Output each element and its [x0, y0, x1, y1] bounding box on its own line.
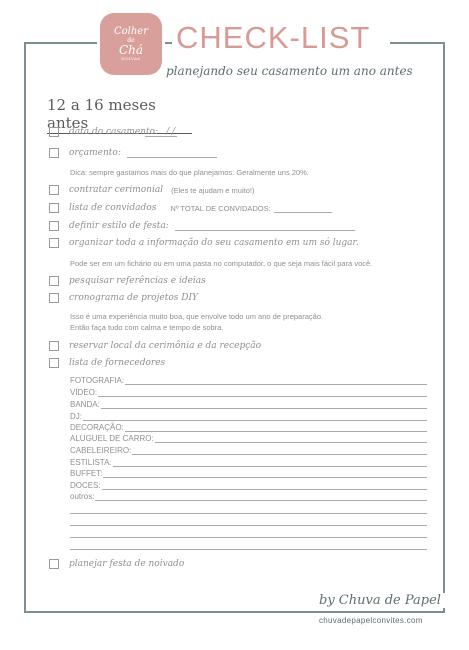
- checkbox[interactable]: [49, 221, 59, 231]
- checklist-item-references: [49, 276, 206, 286]
- item-label: contratar cerimonial: [69, 185, 164, 195]
- vendor-label: outros:: [70, 492, 95, 501]
- blank-line[interactable]: [70, 549, 427, 550]
- checkbox[interactable]: [49, 238, 59, 248]
- guest-total-line: [274, 203, 332, 213]
- party-style-line: [175, 221, 355, 231]
- budget-line: [127, 148, 217, 158]
- vendor-row: [70, 492, 427, 501]
- logo-badge: [97, 10, 165, 78]
- checkbox[interactable]: [49, 185, 59, 195]
- blank-line[interactable]: [70, 537, 427, 538]
- logo-line-4: NOIVAS: [121, 55, 141, 61]
- vendor-label: ALUGUEL DE CARRO:: [70, 434, 154, 443]
- checkbox[interactable]: [49, 127, 59, 137]
- checklist-item-organize: [49, 238, 359, 248]
- vendor-label: DECORAÇÃO:: [70, 423, 124, 432]
- vendor-label: FOTOGRAFIA:: [70, 376, 125, 385]
- checkbox[interactable]: [49, 358, 59, 368]
- checkbox[interactable]: [49, 276, 59, 286]
- logo-line-1: Colher: [113, 26, 148, 38]
- checklist-item-vendors: [49, 358, 165, 368]
- vendor-line[interactable]: [155, 434, 427, 443]
- item-extra: (Eles te ajudam e muito!): [171, 185, 255, 195]
- item-label: pesquisar referências e ideias: [69, 276, 206, 286]
- vendor-row: [70, 400, 427, 409]
- vendor-line[interactable]: [83, 412, 427, 421]
- vendor-row: [70, 388, 427, 397]
- checklist-item-ceremonial: [49, 185, 254, 195]
- vendor-row: [70, 481, 427, 490]
- vendor-label: BUFFET:: [70, 469, 103, 478]
- vendor-line[interactable]: [113, 458, 427, 467]
- vendor-label: DJ:: [70, 412, 82, 421]
- checkbox[interactable]: [49, 203, 59, 213]
- date-slashes: / /: [166, 127, 176, 137]
- vendor-label: VÍDEO:: [70, 388, 98, 397]
- item-label: cronograma de projetos DIY: [69, 293, 198, 303]
- blank-line[interactable]: [70, 513, 427, 514]
- vendor-label: CABELEIREIRO:: [70, 446, 132, 455]
- checklist-item-party-style: [49, 221, 355, 231]
- checklist-item-venue: [49, 341, 261, 351]
- note-tip: Dica: sempre gastamos mais do que planejamos. Geralmente uns 20%.: [70, 168, 309, 177]
- vendor-line[interactable]: [98, 388, 427, 397]
- checkbox[interactable]: [49, 559, 59, 569]
- vendor-line[interactable]: [125, 376, 427, 385]
- item-label: planejar festa de noivado: [69, 559, 185, 569]
- checklist-item-wedding-date: [49, 127, 177, 137]
- date-line: [145, 127, 177, 137]
- vendor-line[interactable]: [95, 492, 427, 501]
- footer-url: chuvadepapelconvites.com: [319, 616, 423, 625]
- checklist-item-budget: [49, 148, 217, 158]
- section-title: 12 a 16 meses antes: [47, 96, 192, 134]
- checklist-item-diy: [49, 293, 198, 303]
- vendor-line[interactable]: [101, 400, 427, 409]
- checklist-item-engagement-party: [49, 559, 184, 569]
- item-label: data do casamento:: [69, 127, 159, 137]
- vendor-label: BANDA:: [70, 400, 100, 409]
- guest-total-label: Nº TOTAL DE CONVIDADOS:: [170, 203, 271, 213]
- vendor-line[interactable]: [132, 446, 427, 455]
- item-label: lista de convidados: [69, 203, 157, 213]
- vendor-row: [70, 446, 427, 455]
- item-label: definir estilo de festa:: [69, 221, 169, 231]
- logo-line-2: de: [127, 36, 135, 44]
- vendor-row: [70, 376, 427, 385]
- vendor-row: [70, 423, 427, 432]
- item-label: organizar toda a informação do seu casamento em um só lugar.: [69, 238, 359, 248]
- note-binder: Pode ser em um fichário ou em uma pasta no computador, o que seja mais fácil para você.: [70, 259, 373, 268]
- footer-brand: by Chuva de Papel: [314, 593, 446, 608]
- item-label: lista de fornecedores: [69, 358, 166, 368]
- vendor-row: [70, 469, 427, 478]
- page-title: CHECK-LIST: [172, 20, 390, 56]
- checkbox[interactable]: [49, 293, 59, 303]
- page-subtitle: planejando seu casamento um ano antes: [166, 64, 413, 78]
- vendor-row: [70, 434, 427, 443]
- item-label: reservar local da cerimônia e da recepção: [69, 341, 262, 351]
- checklist-item-guest-list: [49, 203, 332, 213]
- note-calm: Então faça tudo com calma e tempo de sobra.: [70, 323, 224, 332]
- vendor-line[interactable]: [103, 469, 427, 478]
- item-label: orçamento:: [69, 148, 121, 158]
- blank-line[interactable]: [70, 525, 427, 526]
- vendor-line[interactable]: [125, 423, 427, 432]
- checkbox[interactable]: [49, 341, 59, 351]
- vendor-row: [70, 458, 427, 467]
- vendor-label: ESTILISTA:: [70, 458, 112, 467]
- note-experience: Isso é uma experiência muito boa, que envolve todo um ano de preparação.: [70, 312, 324, 321]
- vendor-line[interactable]: [102, 481, 427, 490]
- logo-line-3: Chá: [118, 43, 144, 57]
- logo-mark: [100, 13, 162, 75]
- checkbox[interactable]: [49, 148, 59, 158]
- vendor-label: DOCES:: [70, 481, 101, 490]
- vendor-row: [70, 412, 427, 421]
